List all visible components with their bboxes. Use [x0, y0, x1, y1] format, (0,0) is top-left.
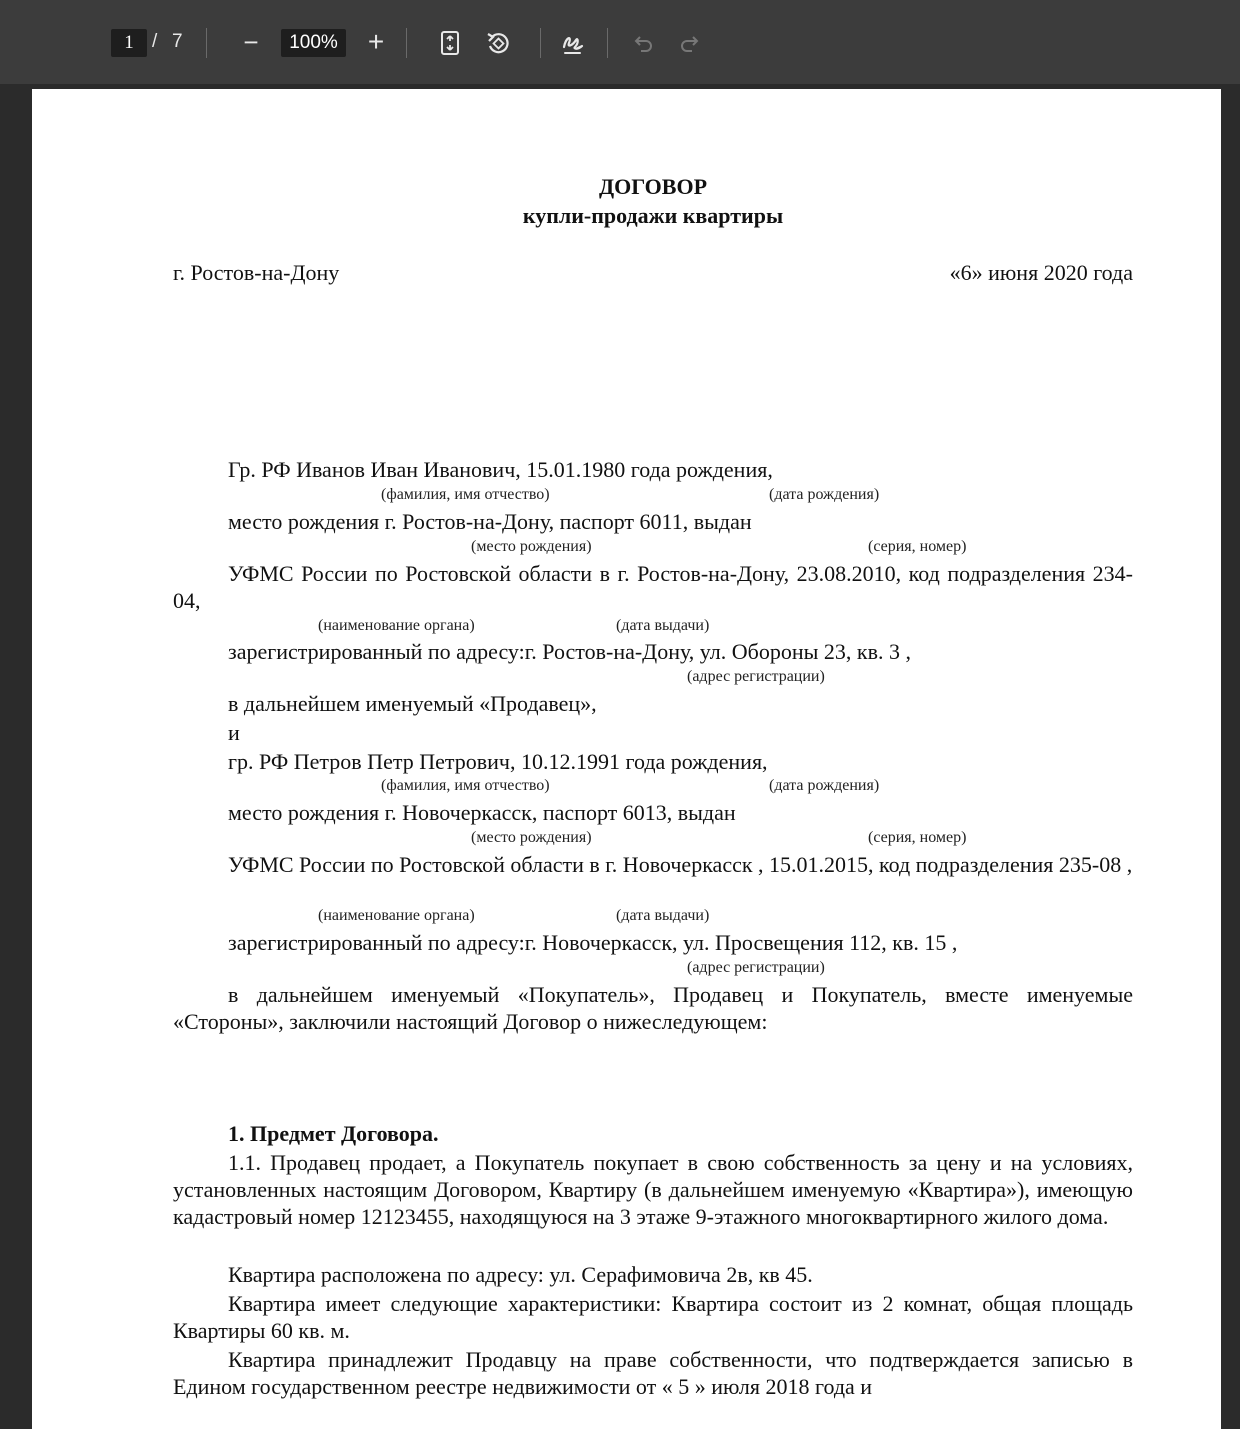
undo-button[interactable] — [630, 29, 656, 57]
hint-passport: (серия, номер) — [868, 538, 967, 555]
draw-icon — [560, 29, 586, 57]
redo-icon — [677, 29, 703, 57]
seller-alias-line: в дальнейшем именуемый «Продавец», — [228, 691, 597, 716]
hint-address: (адрес регистрации) — [687, 959, 825, 976]
seller-passport-line: место рождения г. Ростов-на-Дону, паспорт 6011, выдан — [228, 509, 752, 534]
seller-authority-line: УФМС России по Ростовской области в г. Ростов-на-Дону, 23.08.2010, код подразделения 234-04, — [173, 561, 1133, 613]
zoom-out-button[interactable]: − — [243, 27, 259, 57]
document-title: ДОГОВОР — [598, 174, 708, 199]
page-number-input[interactable]: 1 — [111, 29, 147, 57]
hint-issue-date: (дата выдачи) — [616, 907, 710, 924]
rotate-button[interactable] — [485, 29, 511, 57]
hint-passport: (серия, номер) — [868, 829, 967, 846]
contract-date: «6» июня 2020 года — [949, 260, 1133, 285]
fit-to-page-button[interactable] — [437, 29, 463, 57]
buyer-alias-paragraph: в дальнейшем именуемый «Покупатель», Продавец и Покупатель, вместе именуемые «Стороны», заключили настоящий Договор о нижеследующем: — [173, 982, 1133, 1034]
pdf-toolbar — [0, 0, 1240, 84]
section-1-paragraph-4: Квартира принадлежит Продавцу на праве собственности, что подтверждается записью в Едином государственном реестре недвижимости от « 5 » июля 2018 года и — [173, 1347, 1133, 1399]
hint-authority: (наименование органа) — [318, 907, 475, 924]
rotate-icon — [485, 29, 511, 57]
section-1-paragraph-3: Квартира имеет следующие характеристики: Квартира состоит из 2 комнат, общая площадь Квартиры 60 кв. м. — [173, 1291, 1133, 1343]
hint-birthdate: (дата рождения) — [769, 486, 880, 503]
hint-birthplace: (место рождения) — [471, 829, 592, 846]
hint-birthdate: (дата рождения) — [769, 777, 880, 794]
buyer-passport-line: место рождения г. Новочеркасск, паспорт 6013, выдан — [228, 800, 736, 825]
zoom-level-input[interactable]: 100% — [281, 29, 346, 57]
hint-issue-date: (дата выдачи) — [616, 617, 710, 634]
hint-name: (фамилия, имя отчество) — [381, 777, 550, 794]
toolbar-divider — [607, 28, 608, 58]
buyer-name-line: гр. РФ Петров Петр Петрович, 10.12.1991 года рождения, — [228, 749, 768, 774]
hint-address: (адрес регистрации) — [687, 668, 825, 685]
seller-address-line: зарегистрированный по адресу:г. Ростов-на-Дону, ул. Обороны 23, кв. 3 , — [228, 639, 911, 664]
page-separator: / — [152, 31, 158, 52]
fit-page-icon — [437, 29, 463, 57]
hint-name: (фамилия, имя отчество) — [381, 486, 550, 503]
hint-birthplace: (место рождения) — [471, 538, 592, 555]
document-page — [32, 89, 1221, 1429]
buyer-authority-line: УФМС России по Ростовской области в г. Новочеркасск , 15.01.2015, код подразделения 235-08 , — [228, 852, 1133, 877]
annotate-button[interactable] — [560, 29, 586, 57]
section-1-paragraph-2: Квартира расположена по адресу: ул. Серафимовича 2в, кв 45. — [228, 1262, 813, 1287]
undo-icon — [630, 29, 656, 57]
document-subtitle: купли-продажи квартиры — [522, 203, 784, 228]
page-total: 7 — [172, 31, 183, 52]
toolbar-divider — [206, 28, 207, 58]
buyer-address-line: зарегистрированный по адресу:г. Новочеркасск, ул. Просвещения 112, кв. 15 , — [228, 930, 958, 955]
hint-authority: (наименование органа) — [318, 617, 475, 634]
toolbar-divider — [406, 28, 407, 58]
conjunction: и — [228, 720, 240, 745]
seller-name-line: Гр. РФ Иванов Иван Иванович, 15.01.1980 года рождения, — [228, 457, 773, 482]
section-1-title: 1. Предмет Договора. — [228, 1121, 439, 1146]
toolbar-divider — [540, 28, 541, 58]
zoom-in-button[interactable]: + — [367, 26, 385, 57]
section-1-paragraph-1: 1.1. Продавец продает, а Покупатель покупает в свою собственность за цену и на условиях, установленных настоящим Договором, Квартиру (в дальнейшем именуемую «Квартира»), имеющую кадастровый номер 12123455, находящуюся на 3 этаже 9-этажного многоквартирного жилого дома. — [173, 1150, 1133, 1229]
contract-city: г. Ростов-на-Дону — [173, 260, 340, 285]
redo-button[interactable] — [677, 29, 703, 57]
